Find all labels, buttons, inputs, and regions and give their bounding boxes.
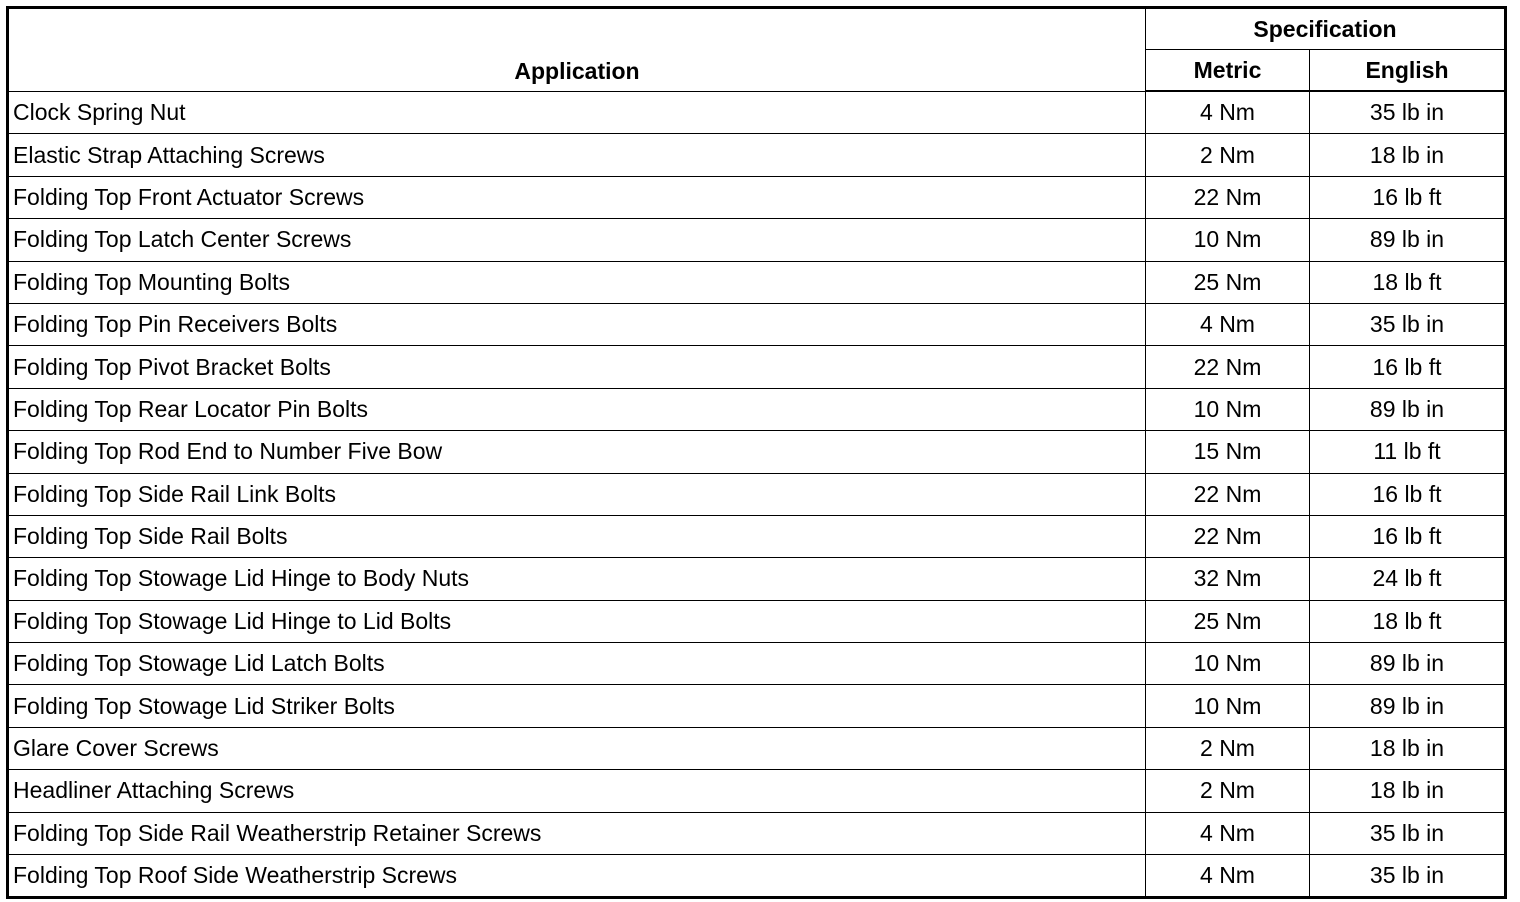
- table-row: [8, 558, 1506, 600]
- table-row: [8, 219, 1506, 261]
- table-row: [8, 855, 1506, 898]
- table-row: [8, 600, 1506, 642]
- table-row: [8, 473, 1506, 515]
- english-cell: 35 lb in: [1310, 855, 1506, 898]
- english-cell: 16 lb ft: [1310, 176, 1506, 218]
- table-row: [8, 91, 1506, 134]
- application-cell: Folding Top Side Rail Link Bolts: [8, 473, 1146, 515]
- metric-cell: 10 Nm: [1146, 685, 1310, 727]
- metric-cell: 22 Nm: [1146, 515, 1310, 557]
- metric-cell: 10 Nm: [1146, 643, 1310, 685]
- header-row-top: [8, 8, 1506, 50]
- table-row: [8, 643, 1506, 685]
- table-row: [8, 346, 1506, 388]
- english-cell: 35 lb in: [1310, 303, 1506, 345]
- metric-cell: 4 Nm: [1146, 812, 1310, 854]
- metric-cell: 15 Nm: [1146, 431, 1310, 473]
- metric-cell: 10 Nm: [1146, 388, 1310, 430]
- english-cell: 24 lb ft: [1310, 558, 1506, 600]
- table-body: [8, 91, 1506, 898]
- application-cell: Headliner Attaching Screws: [8, 770, 1146, 812]
- english-cell: 11 lb ft: [1310, 431, 1506, 473]
- english-cell: 16 lb ft: [1310, 473, 1506, 515]
- metric-cell: 2 Nm: [1146, 727, 1310, 769]
- table-row: [8, 134, 1506, 176]
- table-row: [8, 388, 1506, 430]
- english-cell: 89 lb in: [1310, 219, 1506, 261]
- metric-cell: 4 Nm: [1146, 303, 1310, 345]
- table-row: [8, 812, 1506, 854]
- metric-cell: 10 Nm: [1146, 219, 1310, 261]
- english-cell: 18 lb in: [1310, 770, 1506, 812]
- english-cell: 16 lb ft: [1310, 515, 1506, 557]
- application-cell: Folding Top Side Rail Weatherstrip Retainer Screws: [8, 812, 1146, 854]
- application-cell: Folding Top Stowage Lid Latch Bolts: [8, 643, 1146, 685]
- specification-column-header: Specification: [1146, 8, 1506, 50]
- table-row: [8, 176, 1506, 218]
- metric-cell: 32 Nm: [1146, 558, 1310, 600]
- application-cell: Folding Top Front Actuator Screws: [8, 176, 1146, 218]
- metric-cell: 22 Nm: [1146, 176, 1310, 218]
- english-cell: 89 lb in: [1310, 643, 1506, 685]
- application-cell: Folding Top Roof Side Weatherstrip Screws: [8, 855, 1146, 898]
- metric-cell: 2 Nm: [1146, 770, 1310, 812]
- english-cell: 35 lb in: [1310, 91, 1506, 134]
- application-column-header: Application: [8, 8, 1146, 92]
- english-cell: 18 lb ft: [1310, 261, 1506, 303]
- table-row: [8, 685, 1506, 727]
- fastener-spec-table: [6, 6, 1507, 899]
- application-cell: Glare Cover Screws: [8, 727, 1146, 769]
- english-column-header: English: [1310, 50, 1506, 92]
- application-cell: Folding Top Rod End to Number Five Bow: [8, 431, 1146, 473]
- application-cell: Folding Top Stowage Lid Striker Bolts: [8, 685, 1146, 727]
- metric-cell: 4 Nm: [1146, 91, 1310, 134]
- application-cell: Folding Top Pivot Bracket Bolts: [8, 346, 1146, 388]
- metric-cell: 22 Nm: [1146, 473, 1310, 515]
- english-cell: 89 lb in: [1310, 388, 1506, 430]
- application-cell: Folding Top Stowage Lid Hinge to Lid Bolts: [8, 600, 1146, 642]
- table-row: [8, 515, 1506, 557]
- english-cell: 18 lb in: [1310, 727, 1506, 769]
- english-cell: 89 lb in: [1310, 685, 1506, 727]
- table-row: [8, 261, 1506, 303]
- table-row: [8, 727, 1506, 769]
- metric-cell: 22 Nm: [1146, 346, 1310, 388]
- application-cell: Elastic Strap Attaching Screws: [8, 134, 1146, 176]
- application-cell: Folding Top Mounting Bolts: [8, 261, 1146, 303]
- metric-cell: 2 Nm: [1146, 134, 1310, 176]
- table-row: [8, 431, 1506, 473]
- application-cell: Folding Top Stowage Lid Hinge to Body Nuts: [8, 558, 1146, 600]
- metric-cell: 4 Nm: [1146, 855, 1310, 898]
- application-cell: Clock Spring Nut: [8, 91, 1146, 134]
- metric-cell: 25 Nm: [1146, 600, 1310, 642]
- metric-cell: 25 Nm: [1146, 261, 1310, 303]
- application-cell: Folding Top Pin Receivers Bolts: [8, 303, 1146, 345]
- english-cell: 16 lb ft: [1310, 346, 1506, 388]
- english-cell: 18 lb in: [1310, 134, 1506, 176]
- english-cell: 18 lb ft: [1310, 600, 1506, 642]
- table-row: [8, 303, 1506, 345]
- application-cell: Folding Top Latch Center Screws: [8, 219, 1146, 261]
- table-header: [8, 8, 1506, 92]
- english-cell: 35 lb in: [1310, 812, 1506, 854]
- metric-column-header: Metric: [1146, 50, 1310, 92]
- application-cell: Folding Top Side Rail Bolts: [8, 515, 1146, 557]
- application-cell: Folding Top Rear Locator Pin Bolts: [8, 388, 1146, 430]
- table-row: [8, 770, 1506, 812]
